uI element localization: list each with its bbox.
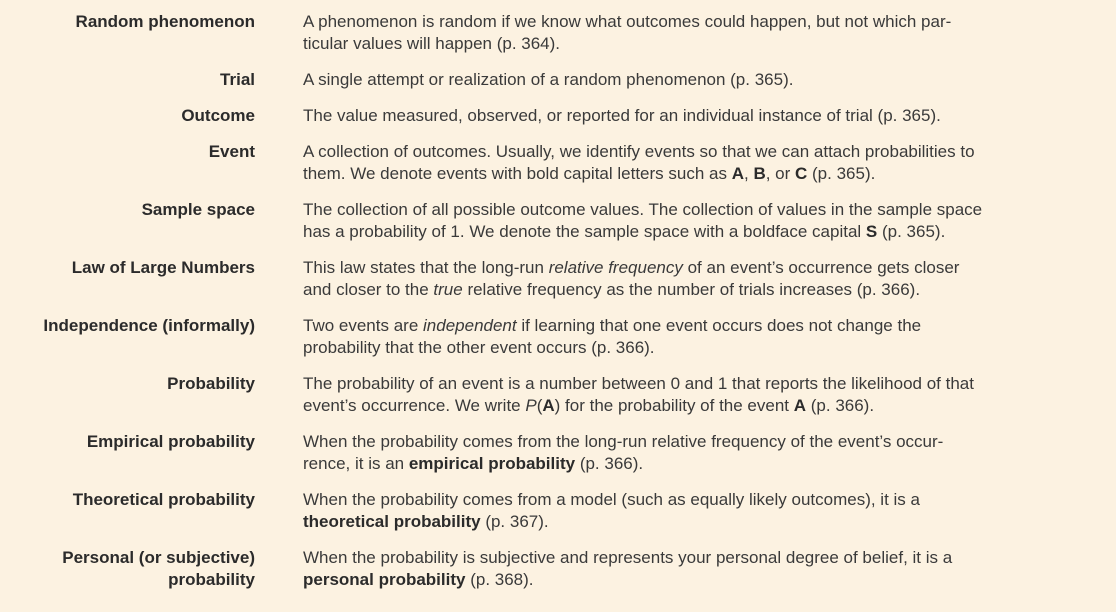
definition-text xyxy=(303,547,1103,591)
definition-text xyxy=(303,257,1103,301)
term-label xyxy=(5,431,255,453)
term-label xyxy=(5,105,255,127)
definition-text xyxy=(303,315,1103,359)
term-label xyxy=(5,69,255,91)
text-run: (p. 366). xyxy=(575,454,644,473)
bold-term: A xyxy=(542,396,555,415)
definition-line xyxy=(303,69,1103,91)
definition-line xyxy=(303,105,1103,127)
emphasis-text: independent xyxy=(423,316,517,335)
definition-line xyxy=(303,221,1103,243)
bold-term: empirical probability xyxy=(408,454,576,473)
definition-line xyxy=(303,431,1103,453)
text-run: (p. 367). xyxy=(480,512,549,531)
text-run: has a probability of 1. We denote the sample space with a boldface capital xyxy=(303,222,866,241)
definition-text xyxy=(303,489,1103,533)
term-line: probability xyxy=(168,570,255,589)
text-run: (p. 365). xyxy=(877,222,946,241)
text-run: The probability of an event is a number between 0 and 1 that reports the likelihood of that xyxy=(303,374,974,393)
text-run: probability that the other event occurs (p. 366). xyxy=(303,338,655,357)
definition-line xyxy=(303,315,1103,337)
bold-term: personal probability xyxy=(303,570,466,589)
text-run: A collection of outcomes. Usually, we identify events so that we can attach probabilities to xyxy=(303,142,975,161)
definition-line xyxy=(303,569,1103,591)
text-run: (p. 366). xyxy=(806,396,875,415)
definition-text xyxy=(303,431,1103,475)
term-line: Trial xyxy=(220,70,255,89)
definition-line xyxy=(303,453,1103,475)
text-run: of an event’s occurrence gets closer xyxy=(682,258,960,277)
bold-term: S xyxy=(865,222,878,241)
text-run: , or xyxy=(765,164,796,183)
term-label xyxy=(5,373,255,395)
bold-term: A xyxy=(731,164,744,183)
text-run: ( xyxy=(536,396,543,415)
bold-term: theoretical probability xyxy=(303,512,481,531)
definition-text xyxy=(303,141,1103,185)
text-run: (p. 365). xyxy=(807,164,876,183)
term-label xyxy=(5,315,255,337)
definition-line xyxy=(303,199,1103,221)
term-line: Empirical probability xyxy=(86,432,255,451)
text-run: ticular values will happen (p. 364). xyxy=(303,34,561,53)
text-run: relative frequency as the number of trials increases (p. 366). xyxy=(462,280,921,299)
emphasis-text: P xyxy=(525,396,537,415)
text-run: This law states that the long-run xyxy=(303,258,549,277)
term-line: Personal (or subjective) xyxy=(62,548,255,567)
text-run: and closer to the xyxy=(303,280,434,299)
term-line: Random phenomenon xyxy=(75,12,255,31)
definition-text xyxy=(303,11,1103,55)
term-label xyxy=(5,257,255,279)
text-run: (p. 368). xyxy=(465,570,534,589)
definition-text xyxy=(303,373,1103,417)
text-run: When the probability is subjective and represents your personal degree of belief, it is a xyxy=(303,548,953,567)
term-line: Independence (informally) xyxy=(43,316,255,335)
term-line: Law of Large Numbers xyxy=(71,258,255,277)
definition-line xyxy=(303,395,1103,417)
definition-line xyxy=(303,279,1103,301)
text-run: ) for the probability of the event xyxy=(554,396,794,415)
text-run: them. We denote events with bold capital letters such as xyxy=(303,164,732,183)
definition-line xyxy=(303,163,1103,185)
term-label xyxy=(5,11,255,33)
text-run: The collection of all possible outcome values. The collection of values in the sample space xyxy=(303,200,983,219)
text-run: When the probability comes from a model (such as equally likely outcomes), it is a xyxy=(303,490,920,509)
definition-line xyxy=(303,337,1103,359)
text-run: , xyxy=(743,164,754,183)
term-line: Theoretical probability xyxy=(72,490,255,509)
definition-line xyxy=(303,511,1103,533)
text-run: The value measured, observed, or reported for an individual instance of trial (p. 365). xyxy=(303,106,941,125)
definition-text xyxy=(303,105,1103,127)
text-run: A phenomenon is random if we know what outcomes could happen, but not which par- xyxy=(303,12,952,31)
term-label xyxy=(5,489,255,511)
definition-line xyxy=(303,373,1103,395)
term-line: Event xyxy=(208,142,255,161)
text-run: A single attempt or realization of a random phenomenon (p. 365). xyxy=(303,70,794,89)
text-run: Two events are xyxy=(303,316,424,335)
definition-line xyxy=(303,489,1103,511)
text-run: When the probability comes from the long-run relative frequency of the event’s occur- xyxy=(303,432,944,451)
definition-line xyxy=(303,141,1103,163)
term-label xyxy=(5,141,255,163)
text-run: rence, it is an xyxy=(303,454,409,473)
definition-text xyxy=(303,199,1103,243)
emphasis-text: relative frequency xyxy=(548,258,683,277)
definition-text xyxy=(303,69,1103,91)
term-line: Outcome xyxy=(181,106,255,125)
definition-line xyxy=(303,547,1103,569)
text-run: if learning that one event occurs does not change the xyxy=(516,316,922,335)
term-label xyxy=(5,547,255,591)
term-label xyxy=(5,199,255,221)
bold-term: A xyxy=(793,396,807,415)
definition-line xyxy=(303,257,1103,279)
term-line: Probability xyxy=(167,374,255,393)
bold-term: C xyxy=(795,164,808,183)
definition-line xyxy=(303,33,1103,55)
bold-term: B xyxy=(753,164,766,183)
emphasis-text: true xyxy=(433,280,463,299)
text-run: event’s occurrence. We write xyxy=(303,396,526,415)
definition-line xyxy=(303,11,1103,33)
term-line: Sample space xyxy=(141,200,255,219)
